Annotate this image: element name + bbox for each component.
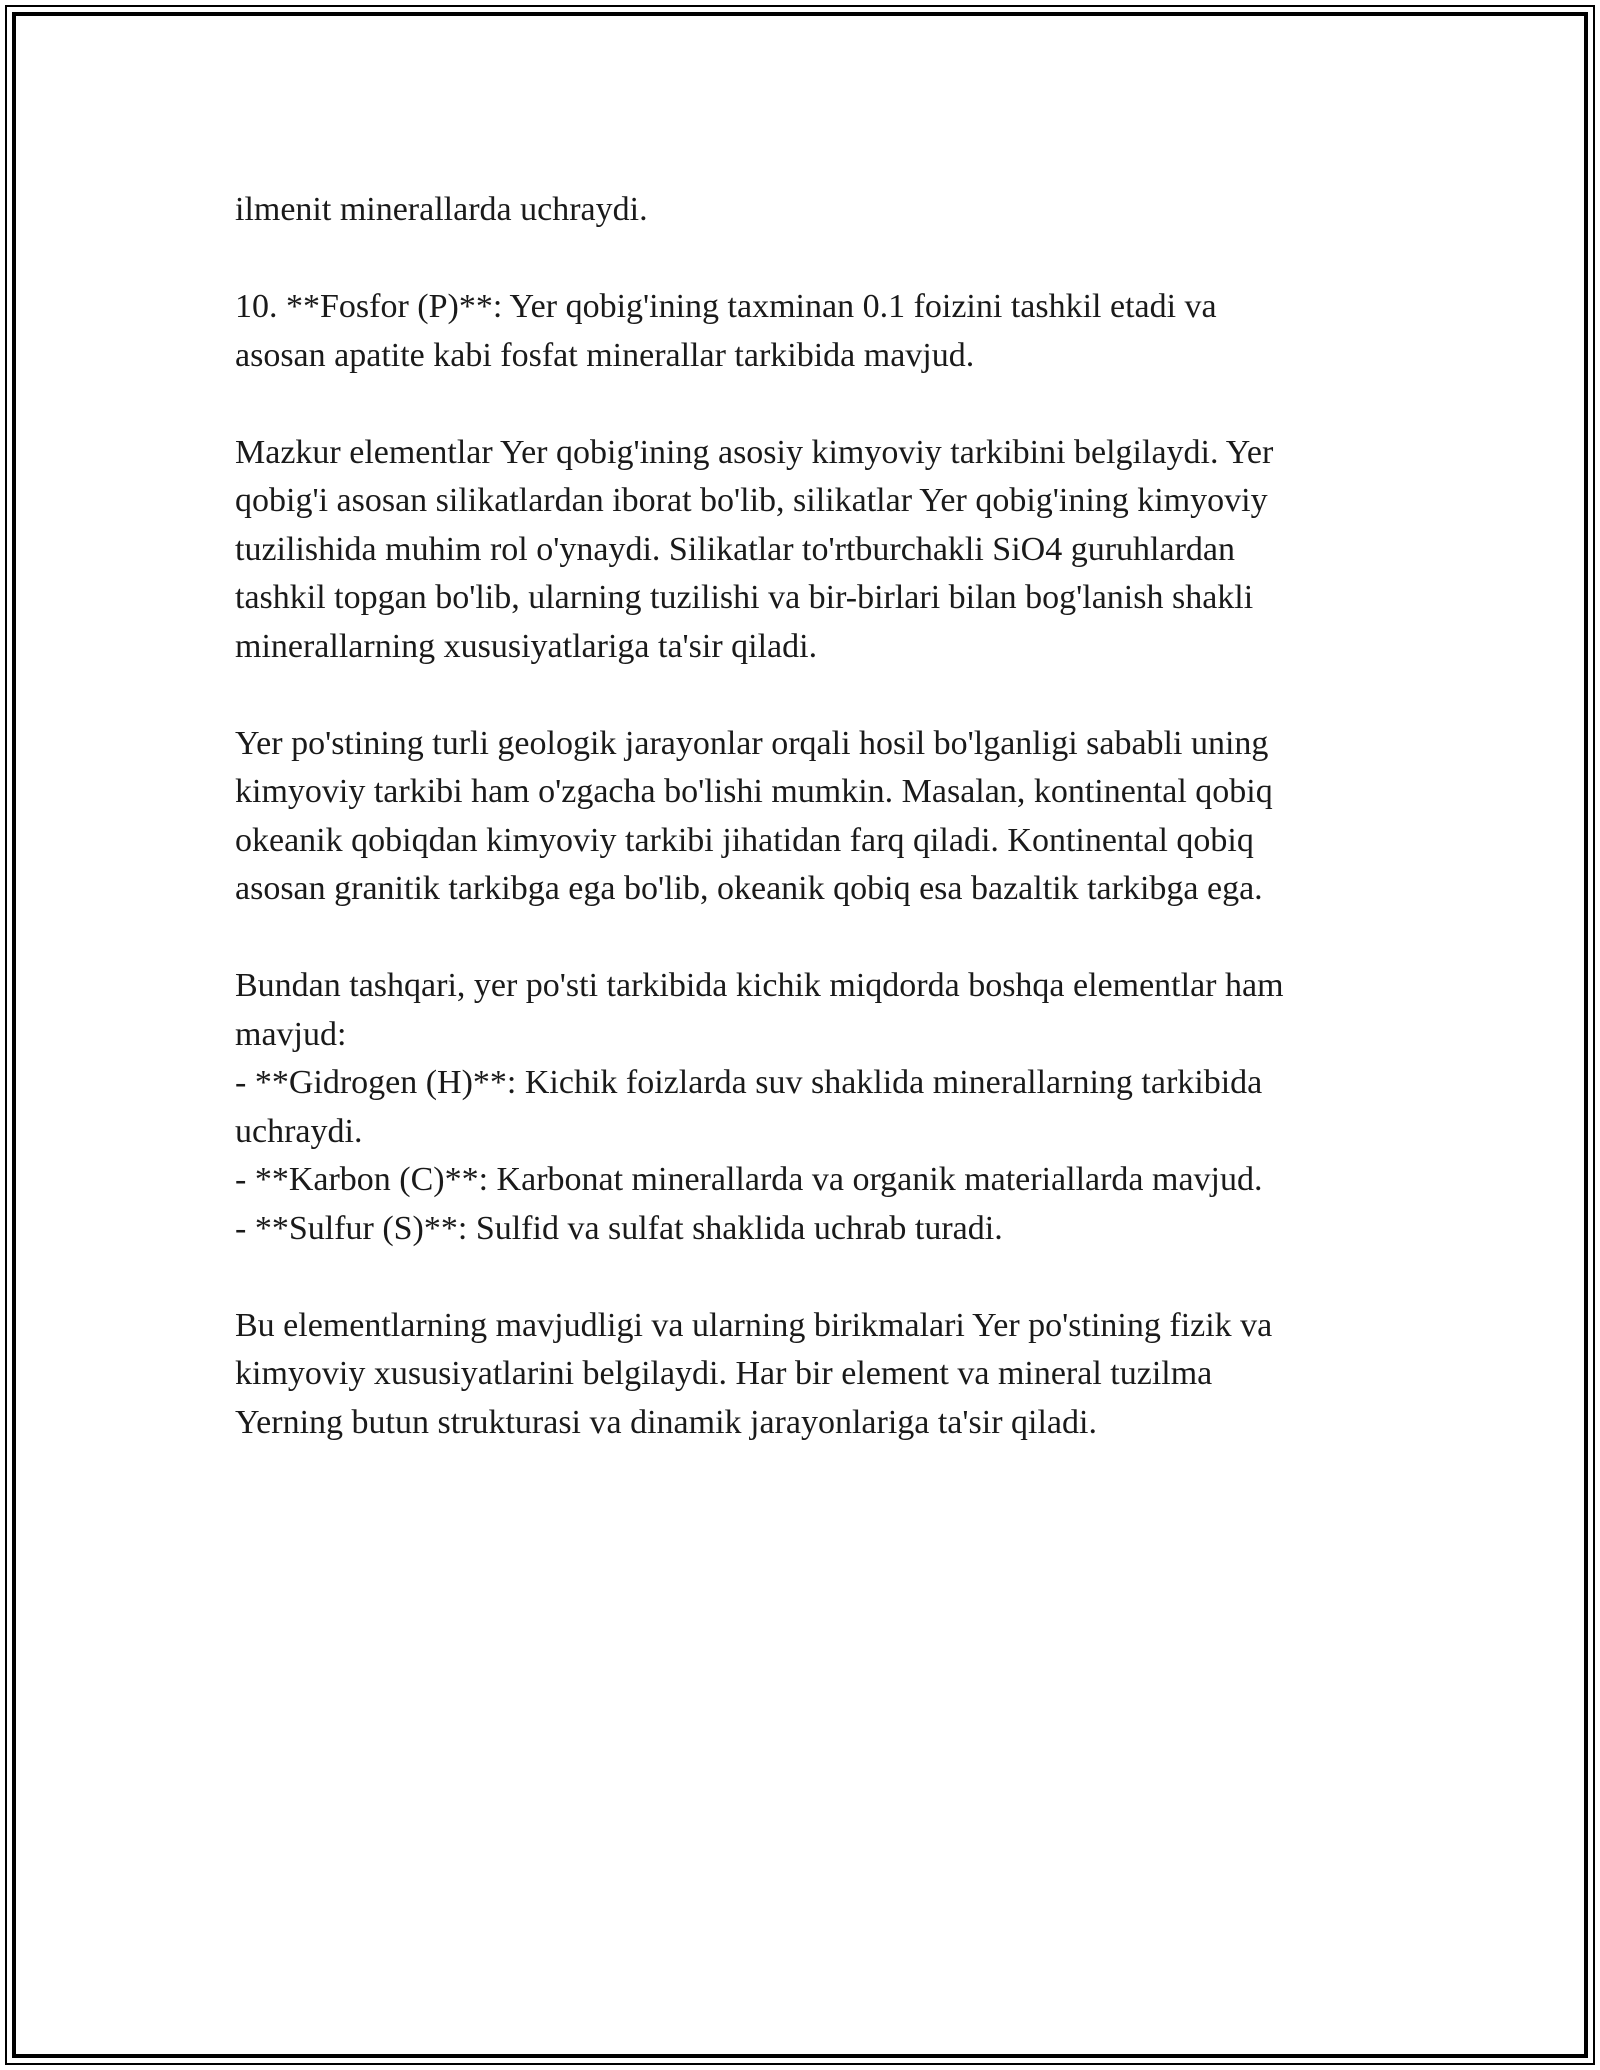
text-line: uchraydi.: [235, 1112, 363, 1150]
list-item-sulfur: - **Sulfur (S)**: Sulfid va sulfat shaklida uchrab turadi.: [235, 1209, 1003, 1247]
paragraph-6: [235, 1302, 1400, 1448]
list-item-gidrogen: - **Gidrogen (H)**: Kichik foizlarda suv shaklida minerallarning tarkibida: [235, 1064, 1263, 1101]
text-line: tashkil topgan bo'lib, ularning tuzilishi va bir-birlari bilan bog'lanish shakli: [235, 579, 1254, 616]
text-line: Yer po'stining turli geologik jarayonlar orqali hosil bo'lganligi sababli uning: [235, 724, 1269, 762]
text-line: Mazkur elementlar Yer qobig'ining asosiy kimyoviy tarkibini belgilaydi. Yer: [235, 433, 1274, 471]
text-line: Bu elementlarning mavjudligi va ularning birikmalari Yer po'stining fizik va: [235, 1306, 1273, 1344]
text-line: mavjud:: [235, 1015, 347, 1053]
text-line: asosan apatite kabi fosfat minerallar tarkibida mavjud.: [235, 336, 975, 374]
text-line: minerallarning xususiyatlariga ta'sir qiladi.: [235, 627, 818, 665]
paragraph-1: [235, 186, 1400, 235]
paragraph-4: [235, 720, 1400, 914]
text-line: Yerning butun strukturasi va dinamik jarayonlariga ta'sir qiladi.: [235, 1403, 1097, 1441]
text-line: 10. **Fosfor (P)**: Yer qobig'ining taxminan 0.1 foizini tashkil etadi va: [235, 288, 1217, 325]
text-line: Bundan tashqari, yer po'sti tarkibida kichik miqdorda boshqa elementlar ham: [235, 967, 1284, 1004]
paragraph-2: [235, 283, 1400, 380]
text-line: kimyoviy xususiyatlarini belgilaydi. Har bir element va mineral tuzilma: [235, 1355, 1213, 1392]
paragraph-5: [235, 962, 1400, 1253]
text-line: ilmenit minerallarda uchraydi.: [235, 191, 648, 228]
paragraph-3: [235, 429, 1400, 672]
list-item-karbon: - **Karbon (C)**: Karbonat minerallarda va organik materiallarda mavjud.: [235, 1161, 1263, 1198]
text-line: qobig'i asosan silikatlardan iborat bo'lib, silikatlar Yer qobig'ining kimyoviy: [235, 482, 1268, 519]
text-line: okeanik qobiqdan kimyoviy tarkibi jihatidan farq qiladi. Kontinental qobiq: [235, 821, 1254, 859]
text-line: tuzilishida muhim rol o'ynaydi. Silikatlar to'rtburchakli SiO4 guruhlardan: [235, 530, 1235, 568]
text-line: kimyoviy tarkibi ham o'zgacha bo'lishi mumkin. Masalan, kontinental qobiq: [235, 773, 1273, 810]
document-body: [235, 186, 1400, 1496]
text-line: asosan granitik tarkibga ega bo'lib, okeanik qobiq esa bazaltik tarkibga ega.: [235, 870, 1263, 907]
